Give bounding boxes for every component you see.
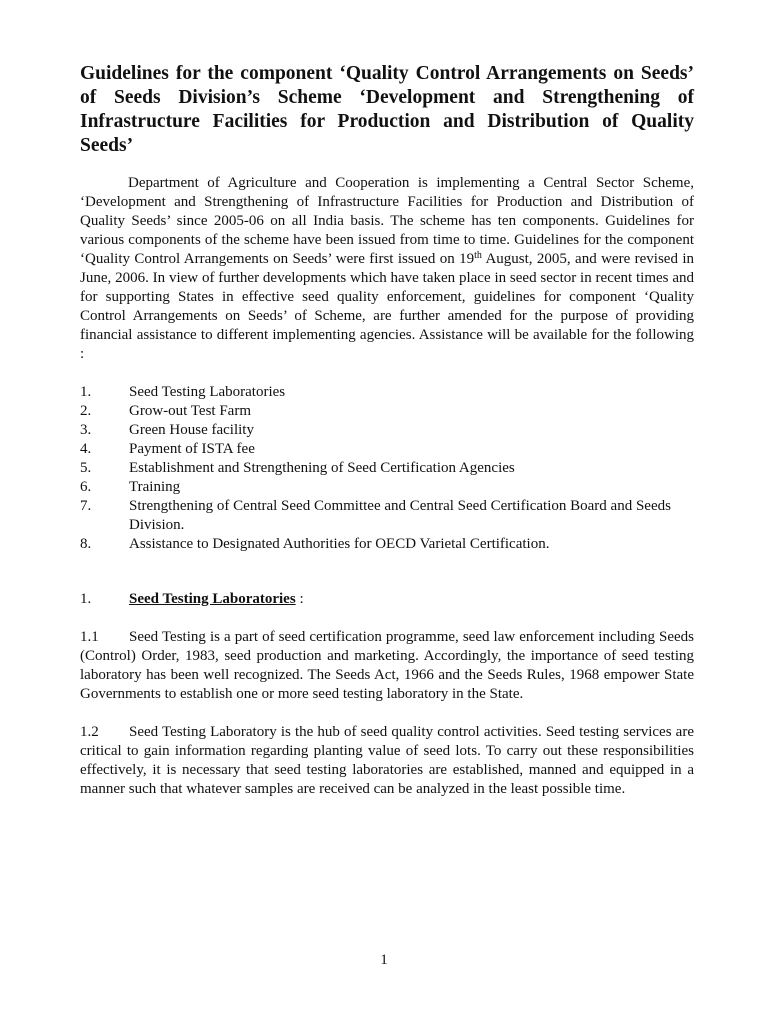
list-item-text: Establishment and Strengthening of Seed Certification Agencies — [129, 460, 515, 476]
list-item — [80, 478, 694, 497]
document-title: Guidelines for the component ‘Quality Control Arrangements on Seeds’ of Seeds Division’s Scheme ‘Development and Strengthening of Infrastructure Facilities for Production and Distribution of Quality Seeds’ — [80, 63, 694, 156]
components-list — [80, 383, 694, 554]
list-item — [80, 535, 694, 554]
intro-text-part2: August, 2005, and were revised in June, 2006. In view of further developments which have taken place in seed sector in recent times and for supporting States in effective seed quality enforcement, guidelines for component ‘Quality Control Arrangements on Seeds’ of Scheme, are further amended for the purpose of providing financial assistance to different implementing agencies. Assistance will be available for the following : — [80, 251, 694, 362]
list-item — [80, 440, 694, 459]
list-item — [80, 421, 694, 440]
list-item-text: Payment of ISTA fee — [129, 441, 255, 457]
paragraph-number: 1.1 — [80, 629, 99, 645]
list-item-text: Grow-out Test Farm — [129, 403, 251, 419]
section-heading — [80, 590, 694, 609]
list-item — [80, 402, 694, 421]
list-item-text: Seed Testing Laboratories — [129, 384, 286, 400]
list-item-number: 8. — [80, 536, 92, 552]
list-item-number: 2. — [80, 403, 92, 419]
paragraph-1-2 — [80, 723, 694, 799]
paragraph-text: Seed Testing Laboratory is the hub of seed quality control activities. Seed testing services are critical to gain information regarding planting value of seed lots. To carry out these responsibilities effectively, it is necessary that seed testing laboratories are established, manned and equipped in a manner such that whatever samples are received can be analyzed in the least possible time. — [80, 724, 694, 797]
list-item — [80, 383, 694, 402]
section-heading-text — [129, 590, 694, 609]
list-item-text: Strengthening of Central Seed Committee and Central Seed Certification Board and Seeds Division. — [129, 498, 671, 533]
list-item — [80, 459, 694, 478]
list-item-text: Training — [129, 479, 181, 495]
list-item-number: 6. — [80, 479, 92, 495]
paragraph-text: Seed Testing is a part of seed certification programme, seed law enforcement including Seeds (Control) Order, 1983, seed production and marketing. Accordingly, the importance of seed testing laboratory has been well recognized. The Seeds Act, 1966 and the Seeds Rules, 1968 empower State Governments to establish one or more seed testing laboratory in the State. — [80, 629, 694, 702]
list-item — [80, 497, 694, 535]
section-number: 1. — [80, 591, 92, 607]
list-item-text: Assistance to Designated Authorities for OECD Varietal Certification. — [129, 536, 550, 552]
paragraph-number: 1.2 — [80, 724, 99, 740]
list-item-number: 4. — [80, 441, 92, 457]
section-title-suffix: : — [295, 591, 304, 607]
intro-paragraph — [80, 174, 694, 364]
paragraph-1-1 — [80, 628, 694, 704]
section-title: Seed Testing Laboratories — [129, 591, 296, 607]
list-item-number: 5. — [80, 460, 92, 476]
list-item-number: 3. — [80, 422, 92, 438]
list-item-text: Green House facility — [129, 422, 254, 438]
page-number: 1 — [380, 952, 388, 968]
list-item-number: 1. — [80, 384, 92, 400]
list-item-number: 7. — [80, 498, 92, 514]
intro-text-part1: Department of Agriculture and Cooperation is implementing a Central Sector Scheme, ‘Development and Strengthening of Infrastructure Facilities for Production and Distribution of Quality Seeds’ since 2005-06 on all India basis. The scheme has ten components. Guidelines for various components of the scheme have been issued from time to time. Guidelines for the component ‘Quality Control Arrangements on Seeds’ were first issued on 19 — [80, 175, 694, 267]
intro-ordinal-superscript: th — [474, 250, 482, 261]
